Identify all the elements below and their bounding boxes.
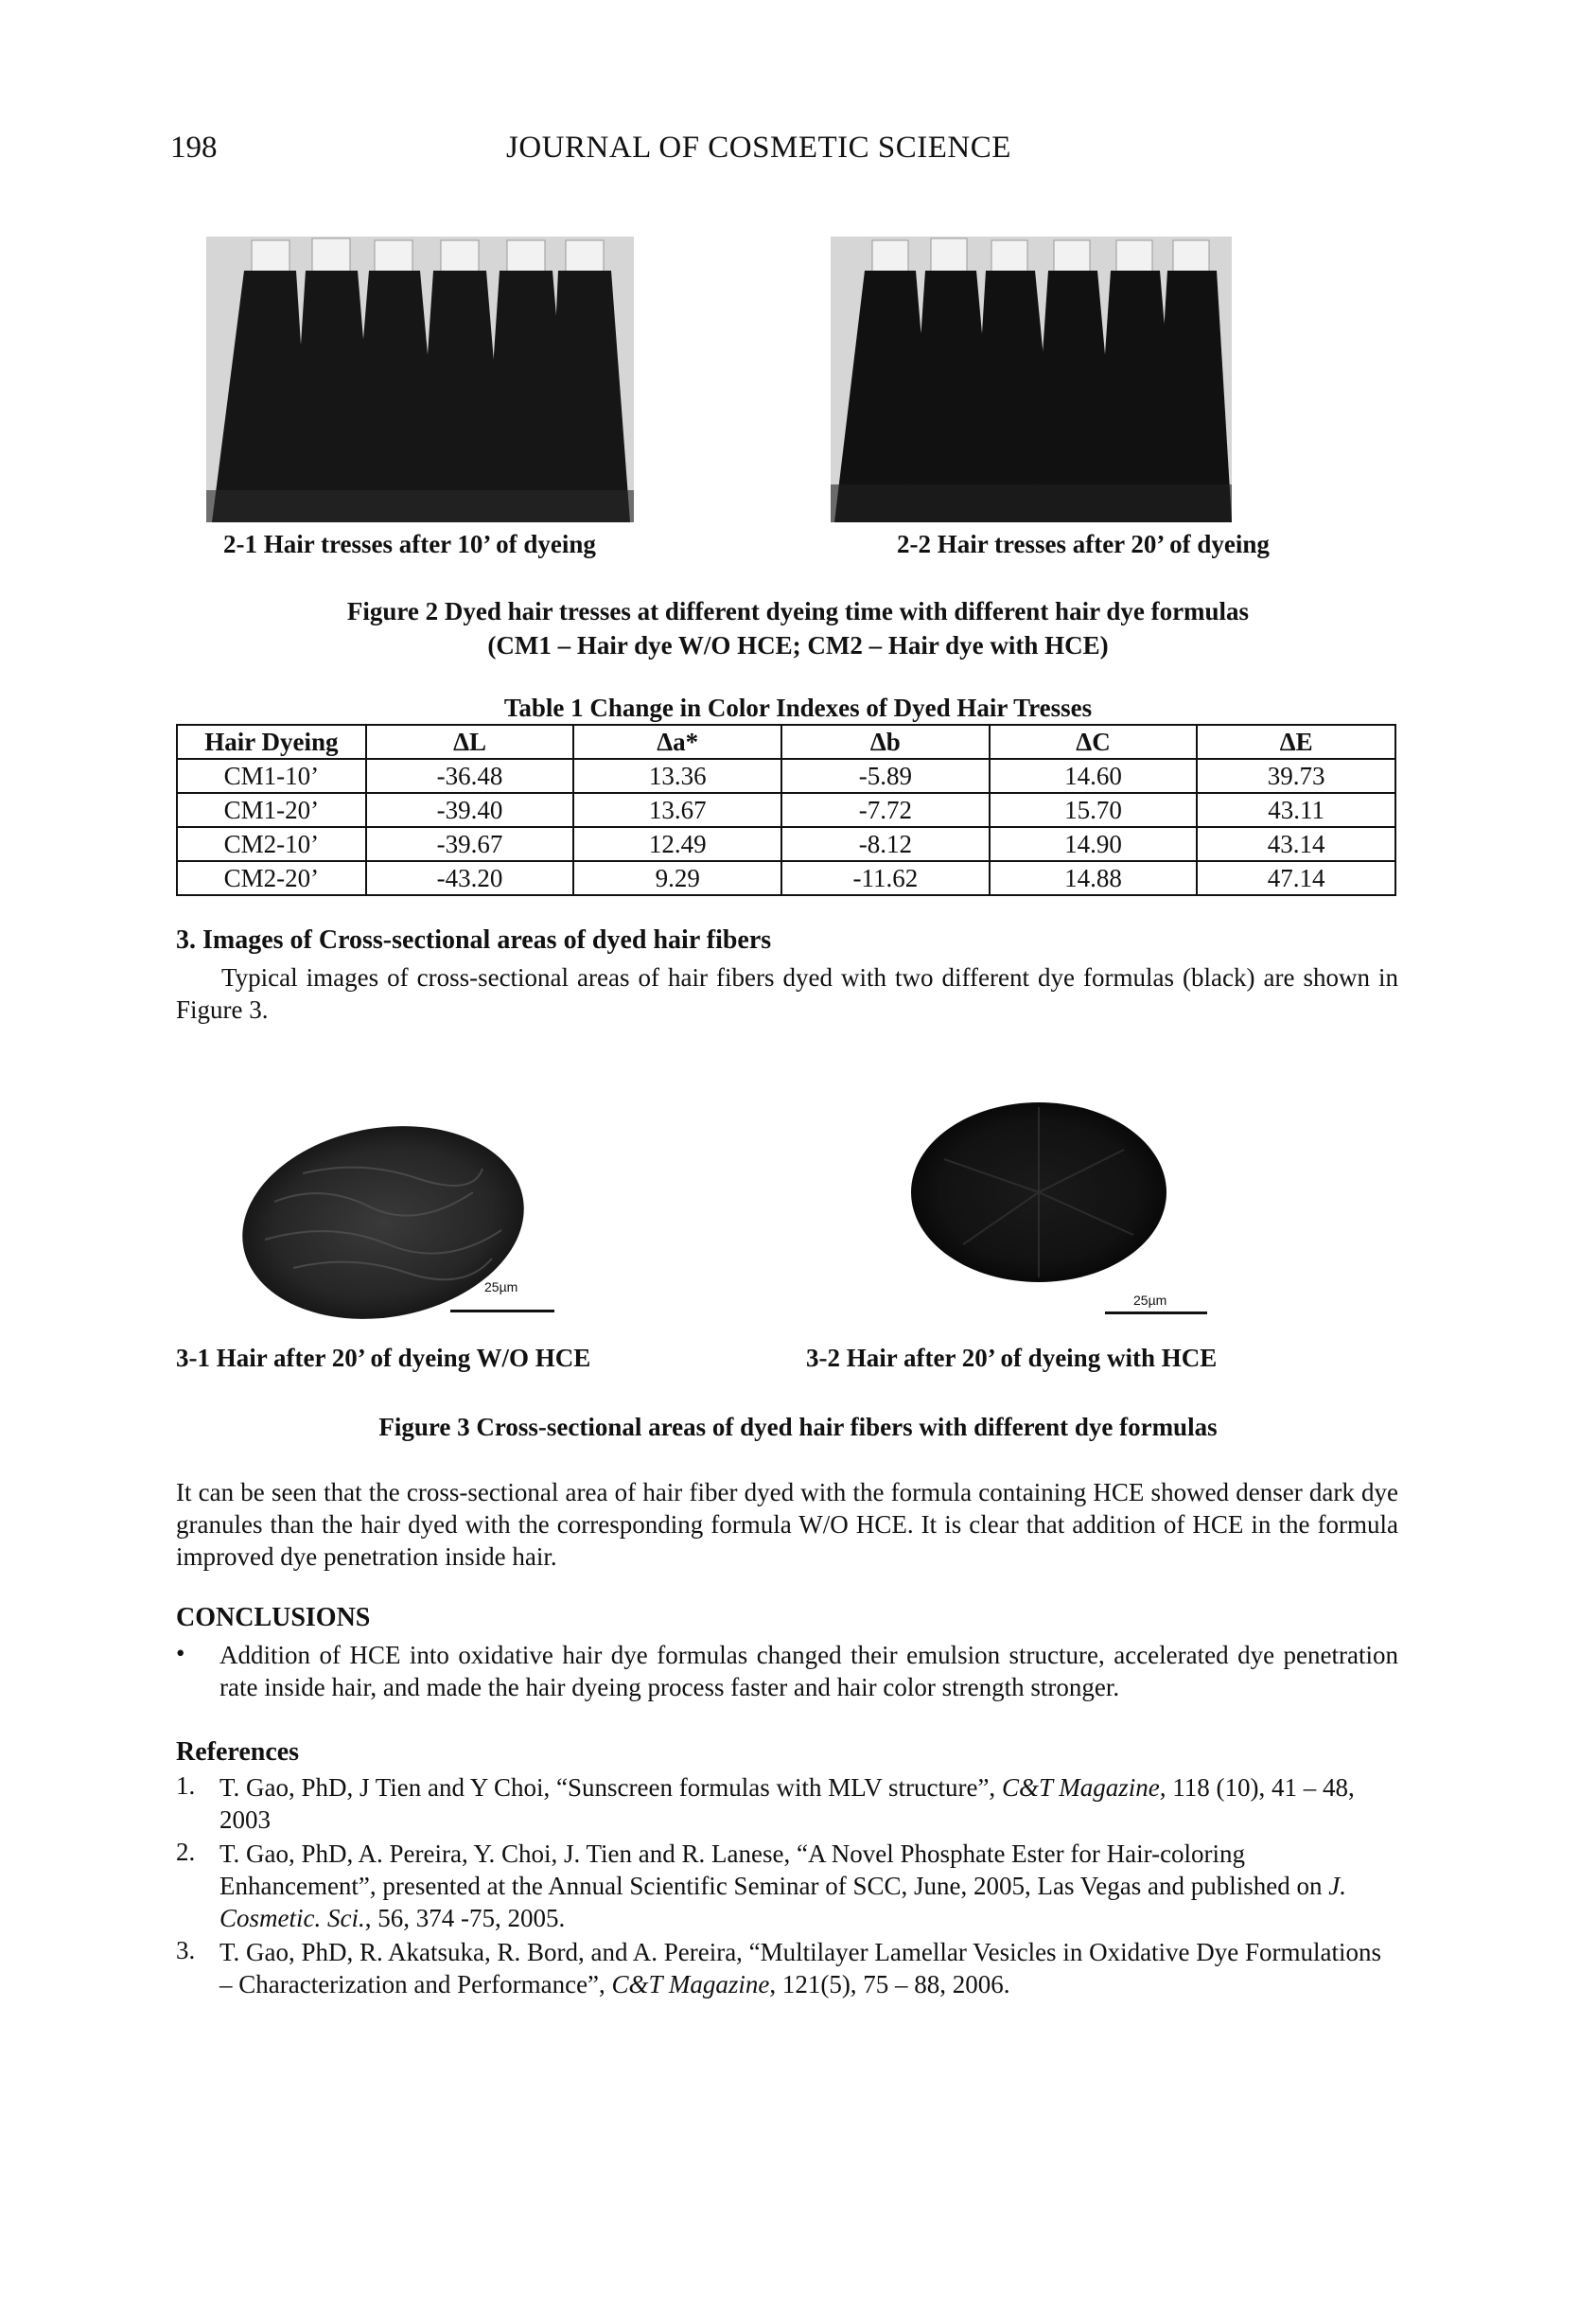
table-row xyxy=(177,759,1395,793)
reference-journal: J. Cosmetic. Sci. xyxy=(219,1872,1346,1932)
table-cell: 14.90 xyxy=(990,827,1198,861)
reference-journal: C&T Magazine xyxy=(611,1970,770,1998)
figure3-caption: Figure 3 Cross-sectional areas of dyed hair fibers with different dye formulas xyxy=(378,1413,1218,1441)
table-cell: 14.88 xyxy=(990,861,1198,895)
header-delta-a: Δa* xyxy=(573,725,781,759)
scale-bar-1 xyxy=(450,1310,554,1312)
header-delta-e: ΔE xyxy=(1197,725,1395,759)
hair-tresses-photo-10min xyxy=(206,237,634,522)
table-cell: CM1-20’ xyxy=(177,793,366,827)
reference-text: , 56, 374 -75, 2005. xyxy=(364,1904,566,1932)
table-cell: -39.40 xyxy=(366,793,574,827)
table-cell: 39.73 xyxy=(1197,759,1395,793)
table-cell: CM2-10’ xyxy=(177,827,366,861)
discussion-paragraph: It can be seen that the cross-sectional area of hair fiber dyed with the formula containing HCE showed denser dark dye granules than the hair dyed with the corresponding formula W/O HCE. It is clear that addition of HCE in the formula improved dye penetration inside hair. xyxy=(176,1478,1398,1571)
table-cell: -36.48 xyxy=(366,759,574,793)
references-heading: References xyxy=(176,1737,300,1767)
scale-label-1: 25µm xyxy=(484,1279,518,1294)
table-row xyxy=(177,861,1395,895)
reference-text: T. Gao, PhD, J Tien and Y Choi, “Sunscreen formulas with MLV structure”, xyxy=(219,1773,1002,1802)
table-cell: -43.20 xyxy=(366,861,574,895)
table-cell: -7.72 xyxy=(781,793,990,827)
table-row xyxy=(177,827,1395,861)
reference-item xyxy=(219,1838,1398,1934)
table-cell: CM2-20’ xyxy=(177,861,366,895)
reference-item xyxy=(219,1771,1398,1836)
table-cell: 47.14 xyxy=(1197,861,1395,895)
figure3-subcaption-2: 3-2 Hair after 20’ of dyeing with HCE xyxy=(806,1344,1218,1372)
table-cell: 12.49 xyxy=(573,827,781,861)
table-cell: 43.14 xyxy=(1197,827,1395,861)
reference-text: T. Gao, PhD, R. Akatsuka, R. Bord, and A. Pereira, “Multilayer Lamellar Vesicles in Oxidative Dye Formulations – Characterization and Performance”, xyxy=(219,1938,1382,1998)
scale-bar-2 xyxy=(1105,1311,1207,1314)
table-cell: 14.60 xyxy=(990,759,1198,793)
conclusions-bullet: • xyxy=(176,1639,185,1667)
header-delta-l: ΔL xyxy=(366,725,574,759)
reference-text: T. Gao, PhD, A. Pereira, Y. Choi, J. Tien and R. Lanese, “A Novel Phosphate Ester for Hair-coloring Enhancement”, presented at the Annual Scientific Seminar of SCC, June, 2005, Las Vegas and published on xyxy=(219,1840,1329,1900)
figure2-caption-line1: Figure 2 Dyed hair tresses at different dyeing time with different hair dye formulas xyxy=(346,597,1250,625)
table1 xyxy=(176,724,1396,896)
reference-number: 3. xyxy=(176,1936,196,1964)
scale-label-2: 25µm xyxy=(1133,1293,1167,1308)
section3-paragraph: Typical images of cross-sectional areas of hair fibers dyed with two different dye formulas (black) are shown in Figure 3. xyxy=(176,963,1398,1024)
journal-title: JOURNAL OF COSMETIC SCIENCE xyxy=(506,131,1011,165)
conclusions-item: Addition of HCE into oxidative hair dye formulas changed their emulsion structure, accelerated dye penetration rate inside hair, and made the hair dyeing process faster and hair color strength stronger. xyxy=(219,1641,1398,1701)
table-cell: 43.11 xyxy=(1197,793,1395,827)
conclusions-heading: CONCLUSIONS xyxy=(176,1603,371,1632)
table-cell: 9.29 xyxy=(573,861,781,895)
table-row xyxy=(177,793,1395,827)
reference-text: 118 (10), 41 – 48, 2003 xyxy=(219,1773,1355,1834)
figure2-subcaption-2: 2-2 Hair tresses after 20’ of dyeing xyxy=(897,530,1270,558)
figure2-subcaption-1: 2-1 Hair tresses after 10’ of dyeing xyxy=(223,530,596,558)
table-cell: 13.67 xyxy=(573,793,781,827)
reference-journal: C&T Magazine, xyxy=(1001,1773,1166,1802)
header-delta-c: ΔC xyxy=(990,725,1198,759)
reference-number: 1. xyxy=(176,1771,196,1800)
reference-item xyxy=(219,1936,1398,2000)
header-delta-b: Δb xyxy=(781,725,990,759)
cross-section-image-with-hce xyxy=(906,1093,1171,1292)
table1-title: Table 1 Change in Color Indexes of Dyed Hair Tresses xyxy=(503,694,1093,722)
figure2-caption-line2: (CM1 – Hair dye W/O HCE; CM2 – Hair dye with HCE) xyxy=(487,631,1109,660)
table-header-row xyxy=(177,725,1395,759)
table-cell: -5.89 xyxy=(781,759,990,793)
figure3-subcaption-1: 3-1 Hair after 20’ of dyeing W/O HCE xyxy=(176,1344,591,1372)
reference-text: , 121(5), 75 – 88, 2006. xyxy=(769,1970,1010,1998)
table-cell: 13.36 xyxy=(573,759,781,793)
reference-number: 2. xyxy=(176,1838,196,1866)
table-cell: 15.70 xyxy=(990,793,1198,827)
hair-tresses-photo-20min xyxy=(831,237,1232,522)
table-cell: -11.62 xyxy=(781,861,990,895)
table-cell: CM1-10’ xyxy=(177,759,366,793)
header-hair-dyeing: Hair Dyeing xyxy=(177,725,366,759)
page-number: 198 xyxy=(170,131,218,165)
table-cell: -8.12 xyxy=(781,827,990,861)
table-cell: -39.67 xyxy=(366,827,574,861)
section3-heading: 3. Images of Cross-sectional areas of dyed hair fibers xyxy=(176,925,772,955)
